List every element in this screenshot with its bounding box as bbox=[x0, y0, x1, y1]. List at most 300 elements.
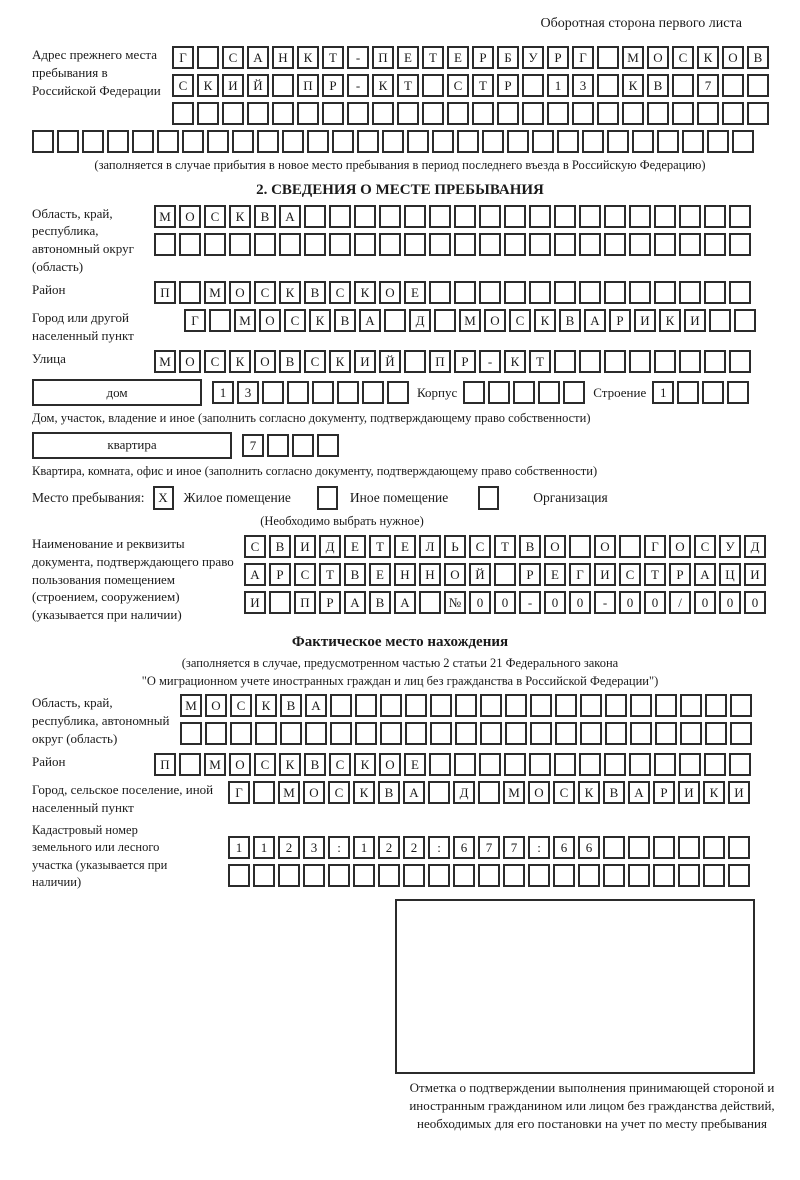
char-cell[interactable]: В bbox=[334, 309, 356, 332]
char-cell[interactable] bbox=[604, 753, 626, 776]
char-cell[interactable]: Н bbox=[394, 563, 416, 586]
char-cell[interactable]: 3 bbox=[237, 381, 259, 404]
char-cell[interactable] bbox=[488, 381, 510, 404]
char-cell[interactable] bbox=[728, 836, 750, 859]
char-cell[interactable] bbox=[229, 233, 251, 256]
char-cell[interactable] bbox=[337, 381, 359, 404]
char-cell[interactable] bbox=[182, 130, 204, 153]
char-cell[interactable]: К bbox=[297, 46, 319, 69]
char-cell[interactable] bbox=[513, 381, 535, 404]
char-cell[interactable]: Е bbox=[397, 46, 419, 69]
char-cell[interactable]: 1 bbox=[652, 381, 674, 404]
char-cell[interactable] bbox=[553, 864, 575, 887]
char-cell[interactable]: Р bbox=[319, 591, 341, 614]
char-cell[interactable] bbox=[332, 130, 354, 153]
char-cell[interactable]: И bbox=[684, 309, 706, 332]
char-cell[interactable] bbox=[32, 130, 54, 153]
char-cell[interactable]: У bbox=[522, 46, 544, 69]
char-cell[interactable] bbox=[232, 130, 254, 153]
char-cell[interactable]: Е bbox=[447, 46, 469, 69]
char-cell[interactable] bbox=[554, 350, 576, 373]
char-cell[interactable] bbox=[569, 535, 591, 558]
char-cell[interactable]: 0 bbox=[544, 591, 566, 614]
char-cell[interactable] bbox=[322, 102, 344, 125]
char-cell[interactable]: О bbox=[594, 535, 616, 558]
char-cell[interactable] bbox=[494, 563, 516, 586]
char-cell[interactable] bbox=[628, 836, 650, 859]
char-cell[interactable] bbox=[532, 130, 554, 153]
char-cell[interactable] bbox=[729, 205, 751, 228]
char-cell[interactable] bbox=[580, 694, 602, 717]
char-cell[interactable]: 6 bbox=[453, 836, 475, 859]
char-cell[interactable] bbox=[262, 381, 284, 404]
char-cell[interactable] bbox=[480, 722, 502, 745]
char-cell[interactable]: Т bbox=[397, 74, 419, 97]
char-cell[interactable] bbox=[653, 864, 675, 887]
char-cell[interactable]: Р bbox=[497, 74, 519, 97]
char-cell[interactable]: 0 bbox=[569, 591, 591, 614]
char-cell[interactable] bbox=[653, 836, 675, 859]
char-cell[interactable] bbox=[629, 205, 651, 228]
char-cell[interactable] bbox=[472, 102, 494, 125]
char-cell[interactable] bbox=[504, 281, 526, 304]
char-cell[interactable] bbox=[703, 864, 725, 887]
char-cell[interactable]: М bbox=[459, 309, 481, 332]
char-cell[interactable] bbox=[429, 281, 451, 304]
char-cell[interactable]: А bbox=[305, 694, 327, 717]
char-cell[interactable] bbox=[272, 102, 294, 125]
char-cell[interactable] bbox=[555, 722, 577, 745]
char-cell[interactable]: А bbox=[584, 309, 606, 332]
char-cell[interactable] bbox=[504, 205, 526, 228]
char-cell[interactable]: 0 bbox=[469, 591, 491, 614]
char-cell[interactable] bbox=[529, 753, 551, 776]
char-cell[interactable] bbox=[278, 864, 300, 887]
char-cell[interactable]: И bbox=[634, 309, 656, 332]
char-cell[interactable] bbox=[538, 381, 560, 404]
char-cell[interactable] bbox=[378, 864, 400, 887]
char-cell[interactable] bbox=[655, 722, 677, 745]
char-cell[interactable] bbox=[655, 694, 677, 717]
char-cell[interactable] bbox=[597, 102, 619, 125]
char-cell[interactable] bbox=[579, 281, 601, 304]
char-cell[interactable]: Т bbox=[529, 350, 551, 373]
char-cell[interactable]: Т bbox=[644, 563, 666, 586]
char-cell[interactable] bbox=[405, 694, 427, 717]
char-cell[interactable] bbox=[554, 281, 576, 304]
char-cell[interactable] bbox=[557, 130, 579, 153]
char-cell[interactable]: О bbox=[544, 535, 566, 558]
char-cell[interactable] bbox=[679, 350, 701, 373]
char-cell[interactable]: С bbox=[254, 753, 276, 776]
char-cell[interactable]: Г bbox=[569, 563, 591, 586]
char-cell[interactable]: А bbox=[403, 781, 425, 804]
char-cell[interactable]: К bbox=[229, 350, 251, 373]
char-cell[interactable] bbox=[228, 864, 250, 887]
char-cell[interactable]: И bbox=[294, 535, 316, 558]
char-cell[interactable]: 1 bbox=[547, 74, 569, 97]
char-cell[interactable] bbox=[280, 722, 302, 745]
char-cell[interactable] bbox=[253, 781, 275, 804]
char-cell[interactable] bbox=[355, 694, 377, 717]
char-cell[interactable]: 1 bbox=[228, 836, 250, 859]
char-cell[interactable] bbox=[404, 205, 426, 228]
char-cell[interactable] bbox=[630, 694, 652, 717]
char-cell[interactable] bbox=[529, 233, 551, 256]
char-cell[interactable]: В bbox=[647, 74, 669, 97]
char-cell[interactable] bbox=[579, 753, 601, 776]
char-cell[interactable]: О bbox=[722, 46, 744, 69]
char-cell[interactable]: С bbox=[204, 350, 226, 373]
char-cell[interactable] bbox=[330, 722, 352, 745]
char-cell[interactable]: А bbox=[694, 563, 716, 586]
char-cell[interactable]: Р bbox=[547, 46, 569, 69]
char-cell[interactable] bbox=[387, 381, 409, 404]
char-cell[interactable] bbox=[454, 233, 476, 256]
char-cell[interactable]: М bbox=[234, 309, 256, 332]
char-cell[interactable]: 2 bbox=[278, 836, 300, 859]
char-cell[interactable] bbox=[354, 233, 376, 256]
char-cell[interactable] bbox=[455, 722, 477, 745]
char-cell[interactable] bbox=[478, 781, 500, 804]
char-cell[interactable] bbox=[704, 350, 726, 373]
char-cell[interactable] bbox=[679, 205, 701, 228]
char-cell[interactable] bbox=[730, 694, 752, 717]
char-cell[interactable] bbox=[197, 102, 219, 125]
char-cell[interactable]: К bbox=[534, 309, 556, 332]
char-cell[interactable]: М bbox=[154, 350, 176, 373]
char-cell[interactable]: С bbox=[304, 350, 326, 373]
char-cell[interactable]: К bbox=[622, 74, 644, 97]
char-cell[interactable]: С bbox=[619, 563, 641, 586]
char-cell[interactable]: 0 bbox=[694, 591, 716, 614]
char-cell[interactable] bbox=[384, 309, 406, 332]
char-cell[interactable]: Т bbox=[369, 535, 391, 558]
char-cell[interactable] bbox=[619, 535, 641, 558]
char-cell[interactable] bbox=[697, 102, 719, 125]
char-cell[interactable]: 0 bbox=[494, 591, 516, 614]
char-cell[interactable]: И bbox=[594, 563, 616, 586]
char-cell[interactable]: Е bbox=[369, 563, 391, 586]
char-cell[interactable] bbox=[604, 350, 626, 373]
char-cell[interactable]: Г bbox=[172, 46, 194, 69]
char-cell[interactable] bbox=[507, 130, 529, 153]
char-cell[interactable] bbox=[430, 722, 452, 745]
char-cell[interactable]: Д bbox=[319, 535, 341, 558]
char-cell[interactable]: В bbox=[559, 309, 581, 332]
char-cell[interactable] bbox=[677, 381, 699, 404]
char-cell[interactable] bbox=[257, 130, 279, 153]
char-cell[interactable] bbox=[547, 102, 569, 125]
char-cell[interactable] bbox=[528, 864, 550, 887]
char-cell[interactable] bbox=[679, 233, 701, 256]
char-cell[interactable] bbox=[479, 233, 501, 256]
char-cell[interactable]: К bbox=[578, 781, 600, 804]
char-cell[interactable]: - bbox=[347, 74, 369, 97]
char-cell[interactable] bbox=[682, 130, 704, 153]
char-cell[interactable]: Е bbox=[404, 281, 426, 304]
char-cell[interactable] bbox=[578, 864, 600, 887]
char-cell[interactable]: 0 bbox=[644, 591, 666, 614]
char-cell[interactable]: С bbox=[244, 535, 266, 558]
char-cell[interactable] bbox=[554, 233, 576, 256]
char-cell[interactable]: К bbox=[197, 74, 219, 97]
char-cell[interactable]: 3 bbox=[303, 836, 325, 859]
char-cell[interactable] bbox=[255, 722, 277, 745]
char-cell[interactable] bbox=[447, 102, 469, 125]
char-cell[interactable]: С bbox=[509, 309, 531, 332]
char-cell[interactable]: А bbox=[344, 591, 366, 614]
char-cell[interactable] bbox=[680, 694, 702, 717]
char-cell[interactable] bbox=[455, 694, 477, 717]
char-cell[interactable] bbox=[253, 864, 275, 887]
char-cell[interactable] bbox=[704, 753, 726, 776]
char-cell[interactable]: Р bbox=[472, 46, 494, 69]
char-cell[interactable] bbox=[132, 130, 154, 153]
char-cell[interactable] bbox=[382, 130, 404, 153]
char-cell[interactable]: 0 bbox=[619, 591, 641, 614]
char-cell[interactable] bbox=[403, 864, 425, 887]
char-cell[interactable] bbox=[404, 233, 426, 256]
char-cell[interactable] bbox=[479, 753, 501, 776]
char-cell[interactable] bbox=[605, 722, 627, 745]
char-cell[interactable] bbox=[604, 205, 626, 228]
char-cell[interactable] bbox=[654, 350, 676, 373]
char-cell[interactable] bbox=[304, 205, 326, 228]
char-cell[interactable] bbox=[704, 205, 726, 228]
char-cell[interactable] bbox=[728, 864, 750, 887]
char-cell[interactable]: К bbox=[279, 753, 301, 776]
char-cell[interactable]: 0 bbox=[719, 591, 741, 614]
char-cell[interactable] bbox=[554, 205, 576, 228]
char-cell[interactable] bbox=[672, 102, 694, 125]
char-cell[interactable]: В bbox=[369, 591, 391, 614]
char-cell[interactable] bbox=[607, 130, 629, 153]
char-cell[interactable] bbox=[654, 281, 676, 304]
char-cell[interactable] bbox=[179, 281, 201, 304]
char-cell[interactable]: 2 bbox=[403, 836, 425, 859]
char-cell[interactable] bbox=[267, 434, 289, 457]
char-cell[interactable] bbox=[230, 722, 252, 745]
char-cell[interactable] bbox=[530, 694, 552, 717]
char-cell[interactable] bbox=[297, 102, 319, 125]
char-cell[interactable] bbox=[430, 694, 452, 717]
char-cell[interactable]: В bbox=[269, 535, 291, 558]
char-cell[interactable] bbox=[709, 309, 731, 332]
char-cell[interactable] bbox=[705, 694, 727, 717]
char-cell[interactable] bbox=[303, 864, 325, 887]
char-cell[interactable] bbox=[629, 350, 651, 373]
char-cell[interactable] bbox=[454, 281, 476, 304]
char-cell[interactable]: Д bbox=[453, 781, 475, 804]
char-cell[interactable] bbox=[434, 309, 456, 332]
char-cell[interactable] bbox=[703, 836, 725, 859]
char-cell[interactable]: К bbox=[353, 781, 375, 804]
char-cell[interactable] bbox=[530, 722, 552, 745]
char-cell[interactable]: Р bbox=[454, 350, 476, 373]
char-cell[interactable] bbox=[522, 102, 544, 125]
char-cell[interactable] bbox=[179, 233, 201, 256]
char-cell[interactable] bbox=[654, 753, 676, 776]
char-cell[interactable] bbox=[672, 74, 694, 97]
char-cell[interactable] bbox=[355, 722, 377, 745]
char-cell[interactable] bbox=[704, 233, 726, 256]
char-cell[interactable] bbox=[304, 233, 326, 256]
char-cell[interactable] bbox=[453, 864, 475, 887]
char-cell[interactable] bbox=[630, 722, 652, 745]
char-cell[interactable]: С bbox=[329, 281, 351, 304]
char-cell[interactable] bbox=[197, 46, 219, 69]
char-cell[interactable] bbox=[269, 591, 291, 614]
char-cell[interactable] bbox=[729, 350, 751, 373]
char-cell[interactable] bbox=[357, 130, 379, 153]
char-cell[interactable]: В bbox=[280, 694, 302, 717]
char-cell[interactable] bbox=[432, 130, 454, 153]
char-cell[interactable]: 1 bbox=[353, 836, 375, 859]
char-cell[interactable]: Т bbox=[494, 535, 516, 558]
char-cell[interactable] bbox=[678, 864, 700, 887]
char-cell[interactable] bbox=[572, 102, 594, 125]
char-cell[interactable]: 0 bbox=[744, 591, 766, 614]
char-cell[interactable] bbox=[597, 46, 619, 69]
char-cell[interactable]: Е bbox=[344, 535, 366, 558]
char-cell[interactable] bbox=[353, 864, 375, 887]
char-cell[interactable] bbox=[707, 130, 729, 153]
char-cell[interactable] bbox=[729, 753, 751, 776]
char-cell[interactable] bbox=[179, 753, 201, 776]
char-cell[interactable]: 1 bbox=[212, 381, 234, 404]
char-cell[interactable] bbox=[172, 102, 194, 125]
char-cell[interactable] bbox=[555, 694, 577, 717]
char-cell[interactable]: № bbox=[444, 591, 466, 614]
stay-type-checkbox-inoe[interactable] bbox=[317, 486, 338, 510]
char-cell[interactable]: 6 bbox=[553, 836, 575, 859]
char-cell[interactable] bbox=[705, 722, 727, 745]
char-cell[interactable]: М bbox=[278, 781, 300, 804]
char-cell[interactable]: С bbox=[553, 781, 575, 804]
char-cell[interactable] bbox=[222, 102, 244, 125]
char-cell[interactable]: С bbox=[328, 781, 350, 804]
char-cell[interactable]: В bbox=[304, 753, 326, 776]
char-cell[interactable]: С bbox=[254, 281, 276, 304]
char-cell[interactable]: О bbox=[379, 753, 401, 776]
char-cell[interactable]: А bbox=[279, 205, 301, 228]
char-cell[interactable]: Т bbox=[322, 46, 344, 69]
char-cell[interactable] bbox=[329, 205, 351, 228]
char-cell[interactable] bbox=[580, 722, 602, 745]
char-cell[interactable]: В bbox=[254, 205, 276, 228]
char-cell[interactable]: Р bbox=[519, 563, 541, 586]
char-cell[interactable]: Б bbox=[497, 46, 519, 69]
char-cell[interactable]: - bbox=[479, 350, 501, 373]
char-cell[interactable] bbox=[478, 864, 500, 887]
char-cell[interactable]: 2 bbox=[378, 836, 400, 859]
stay-type-checkbox-zhiloe[interactable]: X bbox=[153, 486, 174, 510]
char-cell[interactable] bbox=[647, 102, 669, 125]
char-cell[interactable] bbox=[209, 309, 231, 332]
char-cell[interactable] bbox=[505, 694, 527, 717]
char-cell[interactable]: О bbox=[379, 281, 401, 304]
char-cell[interactable] bbox=[579, 350, 601, 373]
char-cell[interactable]: Е bbox=[394, 535, 416, 558]
char-cell[interactable]: О bbox=[647, 46, 669, 69]
char-cell[interactable]: 7 bbox=[478, 836, 500, 859]
char-cell[interactable] bbox=[679, 281, 701, 304]
char-cell[interactable] bbox=[747, 102, 769, 125]
char-cell[interactable] bbox=[730, 722, 752, 745]
char-cell[interactable]: 7 bbox=[697, 74, 719, 97]
char-cell[interactable]: И bbox=[678, 781, 700, 804]
char-cell[interactable]: С bbox=[447, 74, 469, 97]
char-cell[interactable]: 6 bbox=[578, 836, 600, 859]
char-cell[interactable] bbox=[57, 130, 79, 153]
char-cell[interactable] bbox=[529, 205, 551, 228]
char-cell[interactable] bbox=[482, 130, 504, 153]
char-cell[interactable] bbox=[305, 722, 327, 745]
char-cell[interactable] bbox=[157, 130, 179, 153]
char-cell[interactable] bbox=[457, 130, 479, 153]
char-cell[interactable]: Ь bbox=[444, 535, 466, 558]
char-cell[interactable] bbox=[354, 205, 376, 228]
char-cell[interactable]: 7 bbox=[242, 434, 264, 457]
char-cell[interactable] bbox=[654, 233, 676, 256]
char-cell[interactable] bbox=[479, 281, 501, 304]
char-cell[interactable]: К bbox=[229, 205, 251, 228]
char-cell[interactable]: О bbox=[484, 309, 506, 332]
char-cell[interactable] bbox=[597, 74, 619, 97]
char-cell[interactable] bbox=[429, 205, 451, 228]
char-cell[interactable]: Д bbox=[744, 535, 766, 558]
char-cell[interactable]: С bbox=[672, 46, 694, 69]
char-cell[interactable]: Г bbox=[572, 46, 594, 69]
char-cell[interactable]: В bbox=[304, 281, 326, 304]
char-cell[interactable]: С bbox=[469, 535, 491, 558]
char-cell[interactable]: С bbox=[329, 753, 351, 776]
char-cell[interactable]: А bbox=[394, 591, 416, 614]
char-cell[interactable] bbox=[328, 864, 350, 887]
char-cell[interactable]: С bbox=[172, 74, 194, 97]
char-cell[interactable] bbox=[603, 864, 625, 887]
char-cell[interactable] bbox=[722, 74, 744, 97]
char-cell[interactable] bbox=[704, 281, 726, 304]
char-cell[interactable]: М bbox=[204, 281, 226, 304]
char-cell[interactable] bbox=[497, 102, 519, 125]
char-cell[interactable]: О bbox=[669, 535, 691, 558]
char-cell[interactable] bbox=[722, 102, 744, 125]
char-cell[interactable] bbox=[312, 381, 334, 404]
char-cell[interactable]: П bbox=[297, 74, 319, 97]
char-cell[interactable] bbox=[463, 381, 485, 404]
char-cell[interactable]: - bbox=[594, 591, 616, 614]
char-cell[interactable]: К bbox=[703, 781, 725, 804]
char-cell[interactable] bbox=[679, 753, 701, 776]
char-cell[interactable] bbox=[428, 781, 450, 804]
stay-type-checkbox-org[interactable] bbox=[478, 486, 499, 510]
char-cell[interactable] bbox=[628, 864, 650, 887]
char-cell[interactable]: В bbox=[603, 781, 625, 804]
char-cell[interactable]: Р bbox=[269, 563, 291, 586]
char-cell[interactable]: / bbox=[669, 591, 691, 614]
char-cell[interactable] bbox=[727, 381, 749, 404]
char-cell[interactable] bbox=[292, 434, 314, 457]
char-cell[interactable]: В bbox=[519, 535, 541, 558]
char-cell[interactable]: К bbox=[329, 350, 351, 373]
char-cell[interactable] bbox=[347, 102, 369, 125]
char-cell[interactable] bbox=[582, 130, 604, 153]
char-cell[interactable]: П bbox=[154, 753, 176, 776]
char-cell[interactable] bbox=[207, 130, 229, 153]
char-cell[interactable]: Е bbox=[544, 563, 566, 586]
